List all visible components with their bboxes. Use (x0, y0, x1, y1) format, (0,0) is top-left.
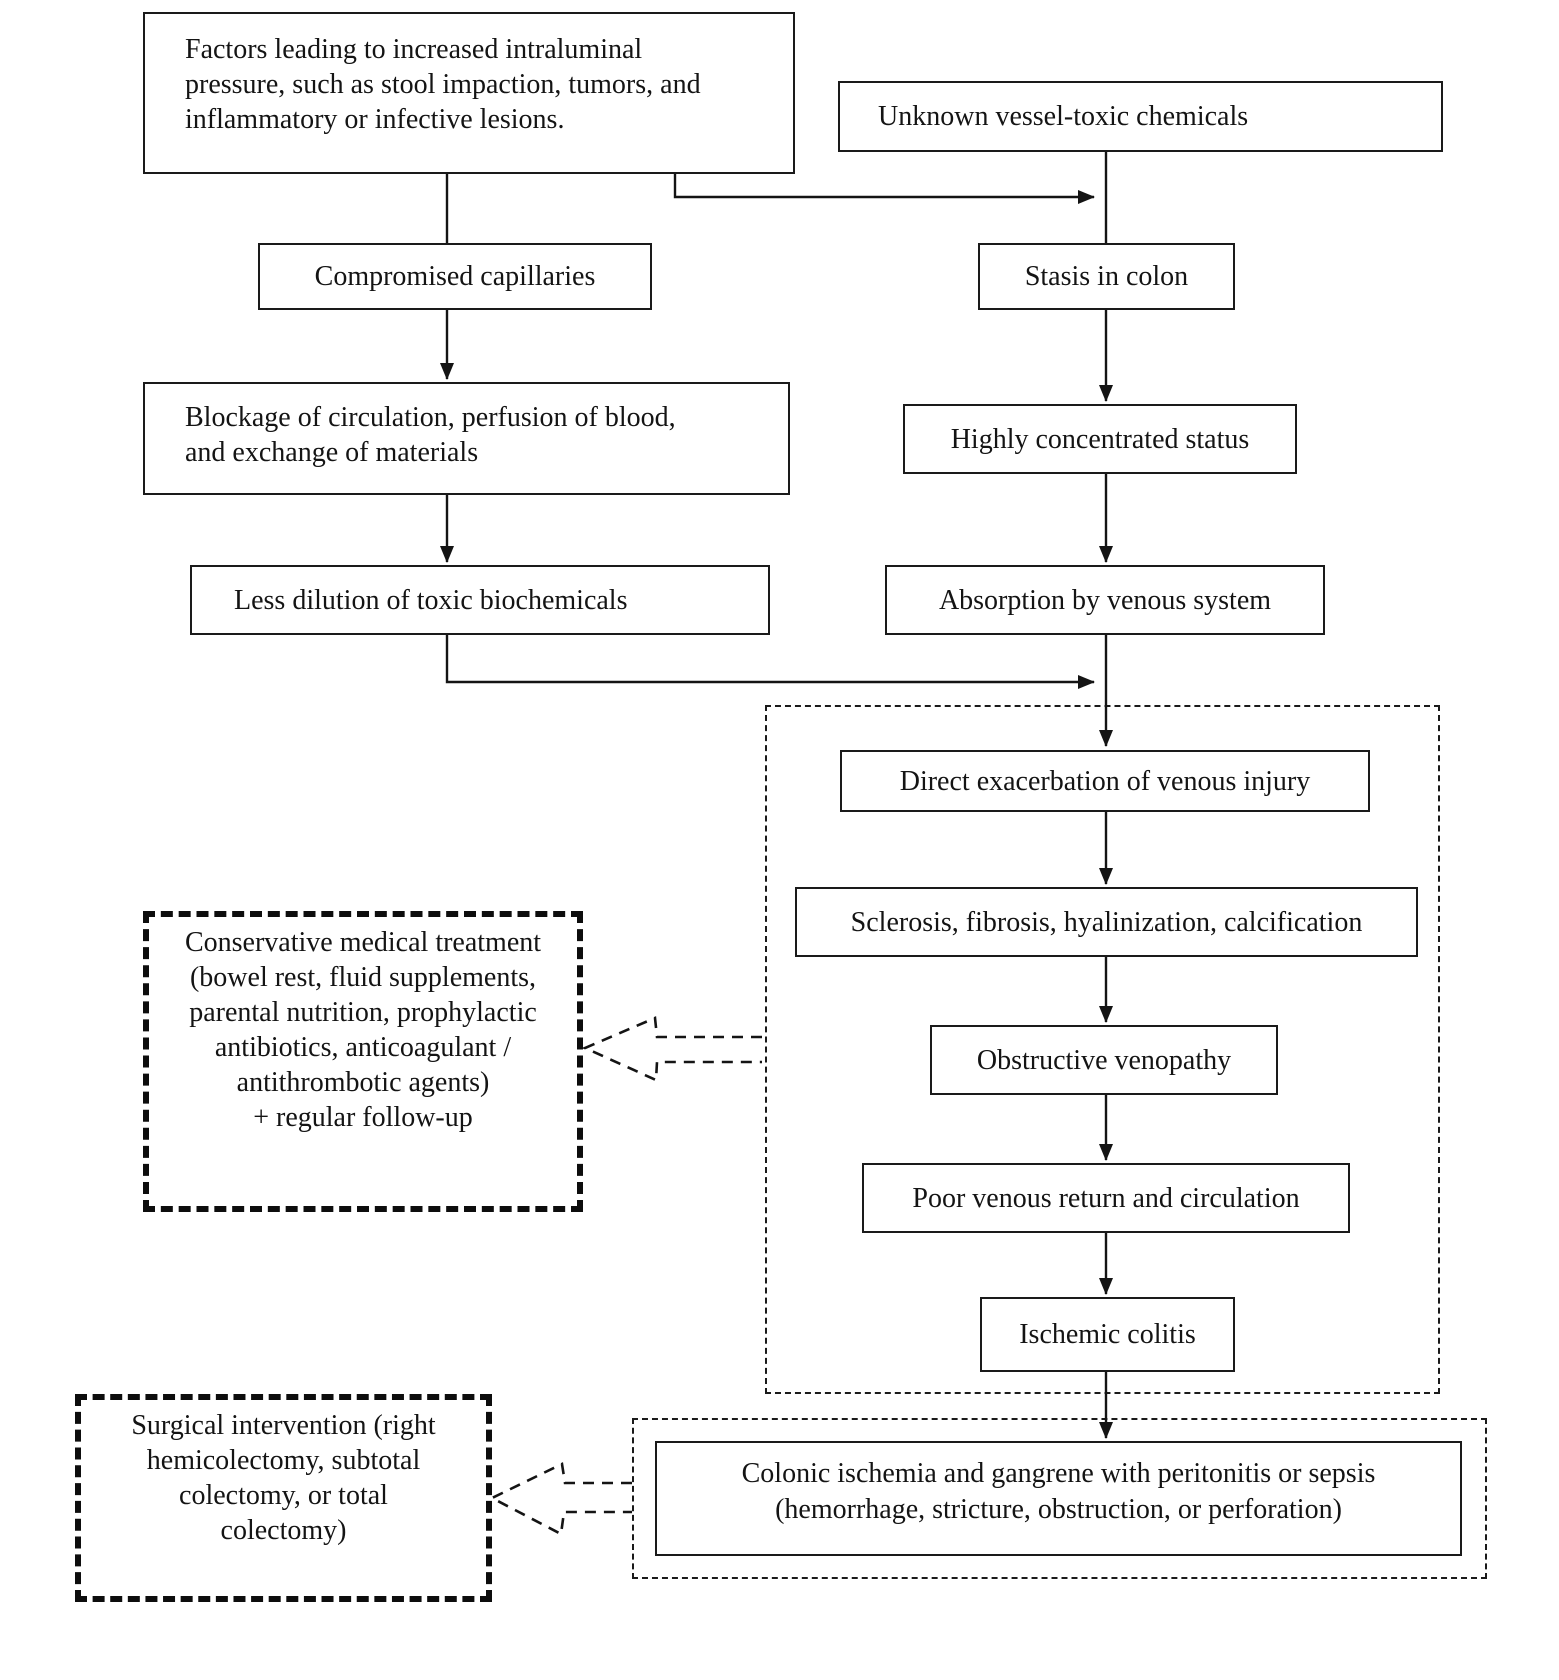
node-surgical-line: Surgical intervention (right (131, 1410, 436, 1441)
node-label: Unknown vessel-toxic chemicals (878, 101, 1249, 132)
node-conservative-line: antibiotics, anticoagulant / (214, 1032, 512, 1063)
arrow-factors-to-stasis-elbow (675, 174, 1094, 197)
node-label: Highly concentrated status (950, 423, 1250, 455)
dashed-arrow-to-surgical (492, 1464, 632, 1534)
node-label: Less dilution of toxic biochemicals (234, 584, 628, 616)
node-surgical-intervention (75, 1394, 492, 1602)
node-absorption-venous (885, 565, 1325, 635)
node-factors-line: pressure, such as stool impaction, tumors, and (185, 69, 701, 100)
node-less-dilution (190, 565, 770, 635)
node-highly-concentrated (903, 404, 1297, 474)
node-label: Sclerosis, fibrosis, hyalinization, calcification (850, 906, 1363, 938)
node-conservative-treatment (143, 911, 583, 1212)
node-surgical-line: colectomy) (220, 1515, 347, 1546)
node-blockage-line: Blockage of circulation, perfusion of blood, (185, 402, 676, 433)
node-surgical-line: colectomy, or total (179, 1480, 388, 1511)
node-colonic-ischemia-gangrene (655, 1441, 1462, 1556)
node-stasis-in-colon (978, 243, 1235, 310)
node-surgical-line: hemicolectomy, subtotal (146, 1445, 421, 1476)
node-colonic-line: (hemorrhage, stricture, obstruction, or perforation) (775, 1494, 1342, 1525)
node-label: Absorption by venous system (938, 584, 1272, 616)
node-colonic-line: Colonic ischemia and gangrene with peritonitis or sepsis (741, 1458, 1376, 1489)
node-conservative-line: + regular follow-up (253, 1102, 473, 1133)
node-obstructive-venopathy (930, 1025, 1278, 1095)
dashed-arrow-to-conservative (585, 1018, 762, 1080)
node-direct-exacerbation (840, 750, 1370, 812)
node-label: Stasis in colon (1024, 261, 1189, 292)
node-blockage-line: and exchange of materials (185, 437, 479, 468)
node-sclerosis-fibrosis (795, 887, 1418, 957)
node-label: Compromised capillaries (314, 261, 596, 292)
node-poor-venous-return (862, 1163, 1350, 1233)
node-label: Poor venous return and circulation (912, 1182, 1300, 1214)
node-unknown-chemicals (838, 81, 1443, 152)
node-label: Direct exacerbation of venous injury (899, 765, 1311, 797)
node-factors (143, 12, 795, 174)
arrow-lessdilution-join-elbow (447, 635, 1094, 682)
node-compromised-capillaries (258, 243, 652, 310)
node-conservative-line: parental nutrition, prophylactic (189, 997, 537, 1028)
node-label: Obstructive venopathy (976, 1044, 1232, 1076)
node-conservative-line: Conservative medical treatment (184, 927, 542, 958)
node-ischemic-colitis (980, 1297, 1235, 1372)
node-factors-line: inflammatory or infective lesions. (185, 104, 565, 135)
node-factors-line: Factors leading to increased intraluminal (185, 34, 643, 65)
node-blockage (143, 382, 790, 495)
node-label: Ischemic colitis (1019, 1319, 1196, 1350)
node-conservative-line: (bowel rest, fluid supplements, (189, 962, 537, 993)
node-conservative-line: antithrombotic agents) (236, 1067, 490, 1098)
